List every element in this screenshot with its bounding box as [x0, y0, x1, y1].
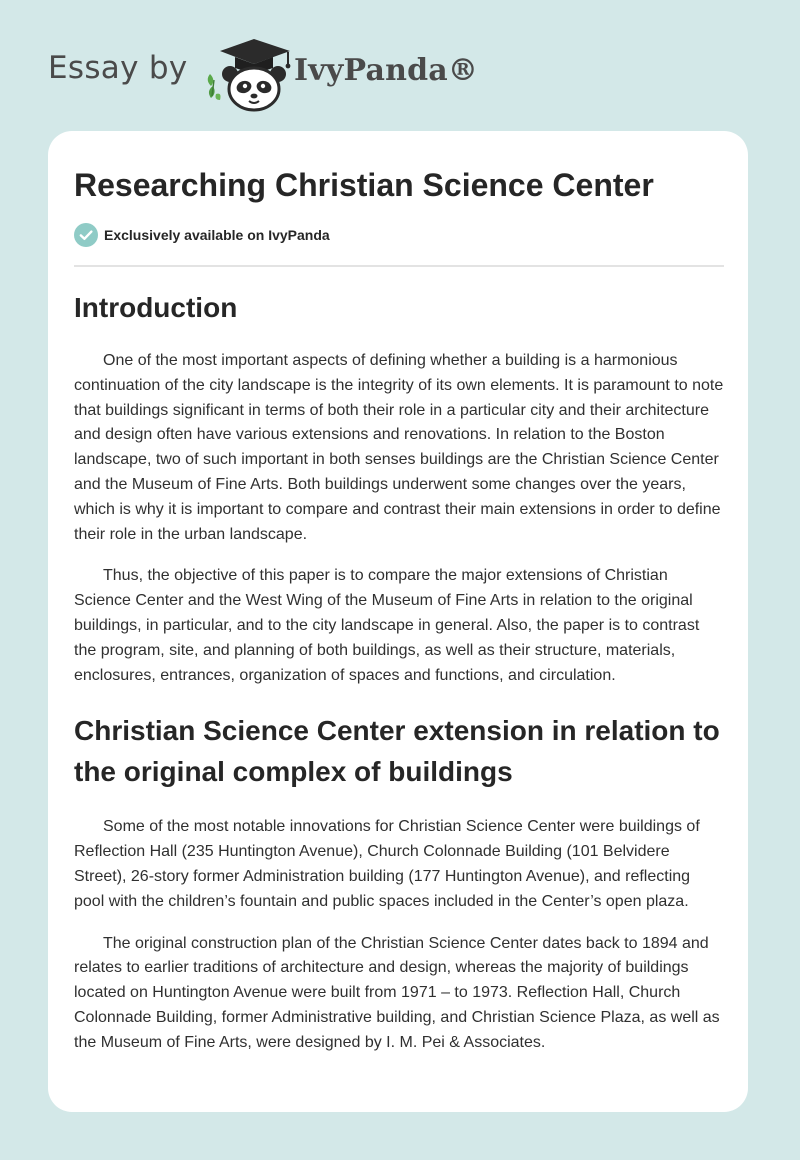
badge-text: Exclusively available on IvyPanda: [104, 227, 330, 243]
site-header: [0, 0, 800, 130]
section-heading: Introduction: [74, 292, 238, 323]
section-introduction: [74, 288, 724, 688]
essay-content: [74, 131, 724, 1056]
exclusive-badge: [74, 221, 724, 249]
paragraph: The original construction plan of the Christian Science Center dates back to 1894 and relates to earlier traditions of architecture and design, whereas the majority of buildings located on Huntington Avenue were built from 1971 – to 1973. Reflection Hall, Church Colonnade Building, former Administrative building, and Christian Science Plaza, as well as the Museum of Fine Arts, were designed by I. M. Pei & Associates.: [74, 934, 720, 1051]
paragraph: Thus, the objective of this paper is to compare the major extensions of Christian Science Center and the West Wing of the Museum of Fine Arts in relation to the original buildings, in particular, and to the city landscape in general. Also, the paper is to contrast the program, site, and planning of both buildings, as well as their structure, materials, enclosures, entrances, organization of spaces and functions, and circulation.: [74, 567, 700, 684]
brand-prefix: Essay by: [48, 50, 188, 86]
divider: [74, 265, 724, 267]
section-extension: [74, 710, 724, 1055]
panda-graduate-icon: [200, 34, 296, 114]
essay-card: [48, 131, 748, 1112]
paragraph: One of the most important aspects of defining whether a building is a harmonious continuation of the city landscape is the integrity of its own elements. It is paramount to note that buildings significant in terms of both their role in a particular city and their architecture and design often have various extensions and renovations. In relation to the Boston landscape, two of such important in both senses buildings are the Christian Science Center and the Museum of Fine Arts. Both buildings underwent some changes over the years, which is why it is important to compare and contrast their main extensions in order to define their role in the urban landscape.: [74, 352, 724, 543]
check-circle-icon: [74, 223, 98, 247]
page-title: Researching Christian Science Center: [74, 167, 654, 203]
section-heading: Christian Science Center extension in relation to the original complex of buildings: [74, 715, 720, 788]
brand-name: IvyPanda®: [294, 53, 479, 88]
paragraph: Some of the most notable innovations for Christian Science Center were buildings of Reflection Hall (235 Huntington Avenue), Church Colonnade Building (101 Belvidere Street), 26-story former Administration building (177 Huntington Avenue), and reflecting pool with the children’s fountain and public spaces included in the Center’s open plaza.: [74, 818, 700, 910]
